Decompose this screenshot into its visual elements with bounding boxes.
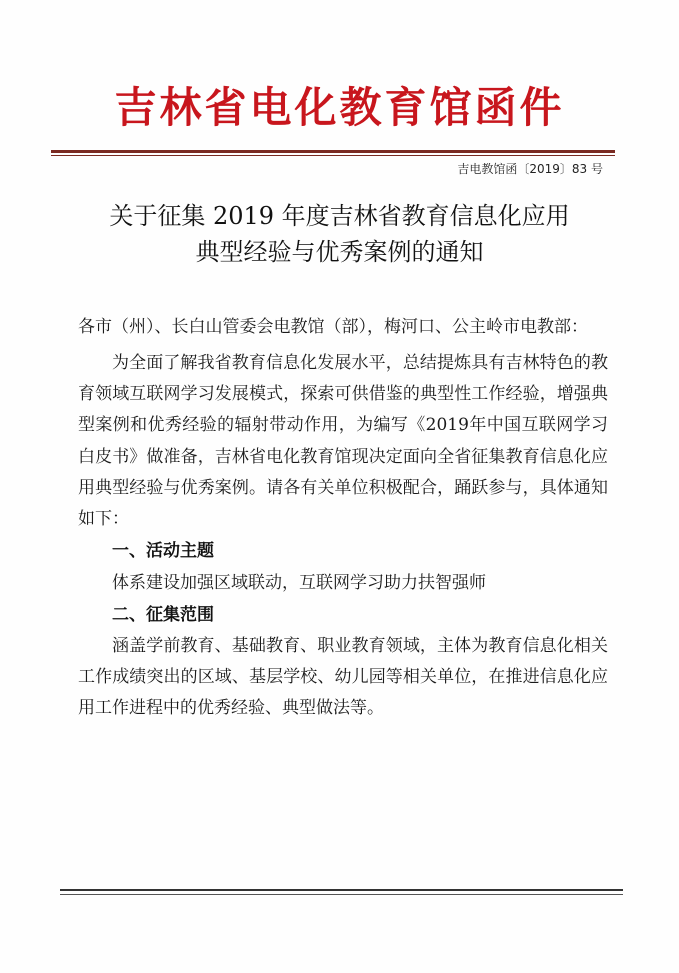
main-paragraph: 为全面了解我省教育信息化发展水平，总结提炼具有吉林特色的教育领域互联网学习发展模式，探索可供借鉴的典型性工作经验，增强典型案例和优秀经验的辐射带动作用，为编写《2019年中国互联网学习白皮书》做准备，吉林省电化教育馆现决定面向全省征集教育信息化应用典型经验与优秀案例。请各有关单位积极配合，踊跃参与，具体通知如下： xyxy=(78,353,608,530)
section-heading-theme: 一、活动主题 xyxy=(112,541,214,562)
title-line-2: 典型经验与优秀案例的通知 xyxy=(195,238,484,266)
letterhead-title: 吉林省电化教育馆函件 xyxy=(114,83,565,132)
footer-rule-thick xyxy=(60,889,623,891)
footer-rule-thin xyxy=(60,894,623,895)
section-text-scope: 涵盖学前教育、基础教育、职业教育领域，主体为教育信息化相关工作成绩突出的区域、基层学校、幼儿园等相关单位，在推进信息化应用工作进程中的优秀经验、典型做法等。 xyxy=(78,636,608,719)
section-text-theme: 体系建设加强区域联动，互联网学习助力扶智强师 xyxy=(112,573,486,594)
addressee: 各市（州）、长白山管委会电教馆（部），梅河口、公主岭市电教部： xyxy=(78,317,588,337)
document-body xyxy=(78,312,608,724)
letterhead-rule-thin xyxy=(51,155,615,156)
section-heading-scope: 二、征集范围 xyxy=(112,605,214,626)
letterhead-rule-thick xyxy=(51,150,615,153)
title-line-1: 关于征集 2019 年度吉林省教育信息化应用 xyxy=(109,202,570,230)
document-title xyxy=(0,198,679,270)
document-number: 吉电教馆函〔2019〕83 号 xyxy=(457,162,603,176)
